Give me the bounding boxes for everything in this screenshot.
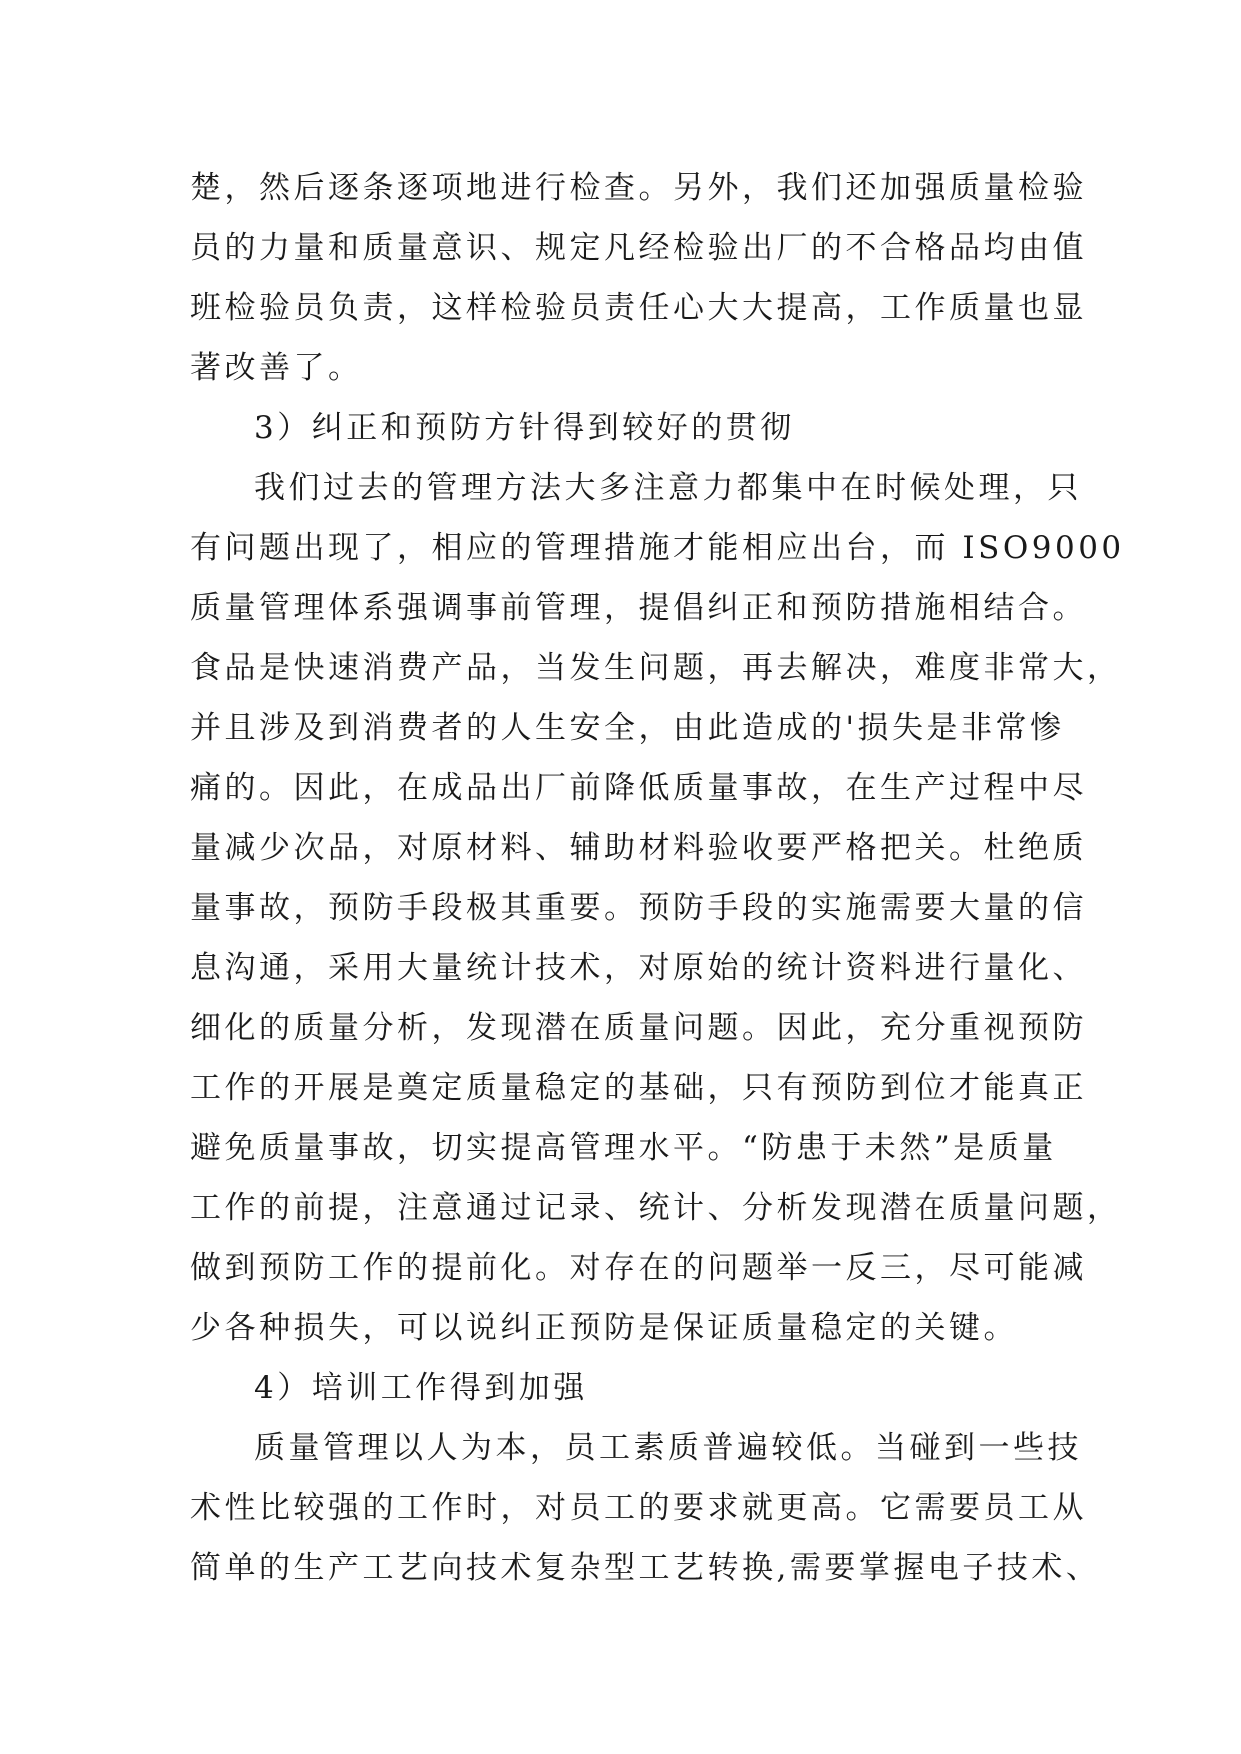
text-line: 量事故，预防手段极其重要。预防手段的实施需要大量的信 — [190, 890, 1087, 926]
text-line: 痛的。因此，在成品出厂前降低质量事故，在生产过程中尽 — [190, 770, 1087, 806]
text-line: 工作的开展是奠定质量稳定的基础，只有预防到位才能真正 — [190, 1070, 1087, 1106]
text-line: 工作的前提，注意通过记录、统计、分析发现潜在质量问题， — [190, 1190, 1122, 1226]
text-line: 有问题出现了，相应的管理措施才能相应出台，而 ISO9000 — [190, 530, 1125, 566]
text-line: 员的力量和质量意识、规定凡经检验出厂的不合格品均由值 — [190, 230, 1087, 266]
paragraph-first-line: 质量管理以人为本，员工素质普遍较低。当碰到一些技 — [254, 1430, 1082, 1466]
text-line: 质量管理体系强调事前管理，提倡纠正和预防措施相结合。 — [190, 590, 1087, 626]
text-line: 少各种损失，可以说纠正预防是保证质量稳定的关键。 — [190, 1310, 1018, 1346]
text-line: 食品是快速消费产品，当发生问题，再去解决，难度非常大， — [190, 650, 1122, 686]
text-line: 避免质量事故，切实提高管理水平。“防患于未然”是质量 — [190, 1130, 1057, 1166]
section-heading: 4）培训工作得到加强 — [254, 1370, 588, 1406]
text-line: 简单的生产工艺向技术复杂型工艺转换,需要掌握电子技术、 — [190, 1550, 1101, 1586]
text-line: 做到预防工作的提前化。对存在的问题举一反三，尽可能减 — [190, 1250, 1087, 1286]
document-body — [190, 158, 1125, 1598]
paragraph-first-line: 我们过去的管理方法大多注意力都集中在时候处理，只 — [254, 470, 1082, 506]
section-heading: 3）纠正和预防方针得到较好的贯彻 — [254, 410, 795, 446]
text-line: 楚，然后逐条逐项地进行检查。另外，我们还加强质量检验 — [190, 170, 1087, 206]
text-line: 班检验员负责，这样检验员责任心大大提高，工作质量也显 — [190, 290, 1087, 326]
text-line: 量减少次品，对原材料、辅助材料验收要严格把关。杜绝质 — [190, 830, 1087, 866]
text-line: 息沟通，采用大量统计技术，对原始的统计资料进行量化、 — [190, 950, 1087, 986]
text-line: 著改善了。 — [190, 350, 363, 386]
text-line: 术性比较强的工作时，对员工的要求就更高。它需要员工从 — [190, 1490, 1087, 1526]
text-line: 细化的质量分析，发现潜在质量问题。因此，充分重视预防 — [190, 1010, 1087, 1046]
text-line: 并且涉及到消费者的人生安全，由此造成的'损失是非常惨 — [190, 710, 1065, 746]
